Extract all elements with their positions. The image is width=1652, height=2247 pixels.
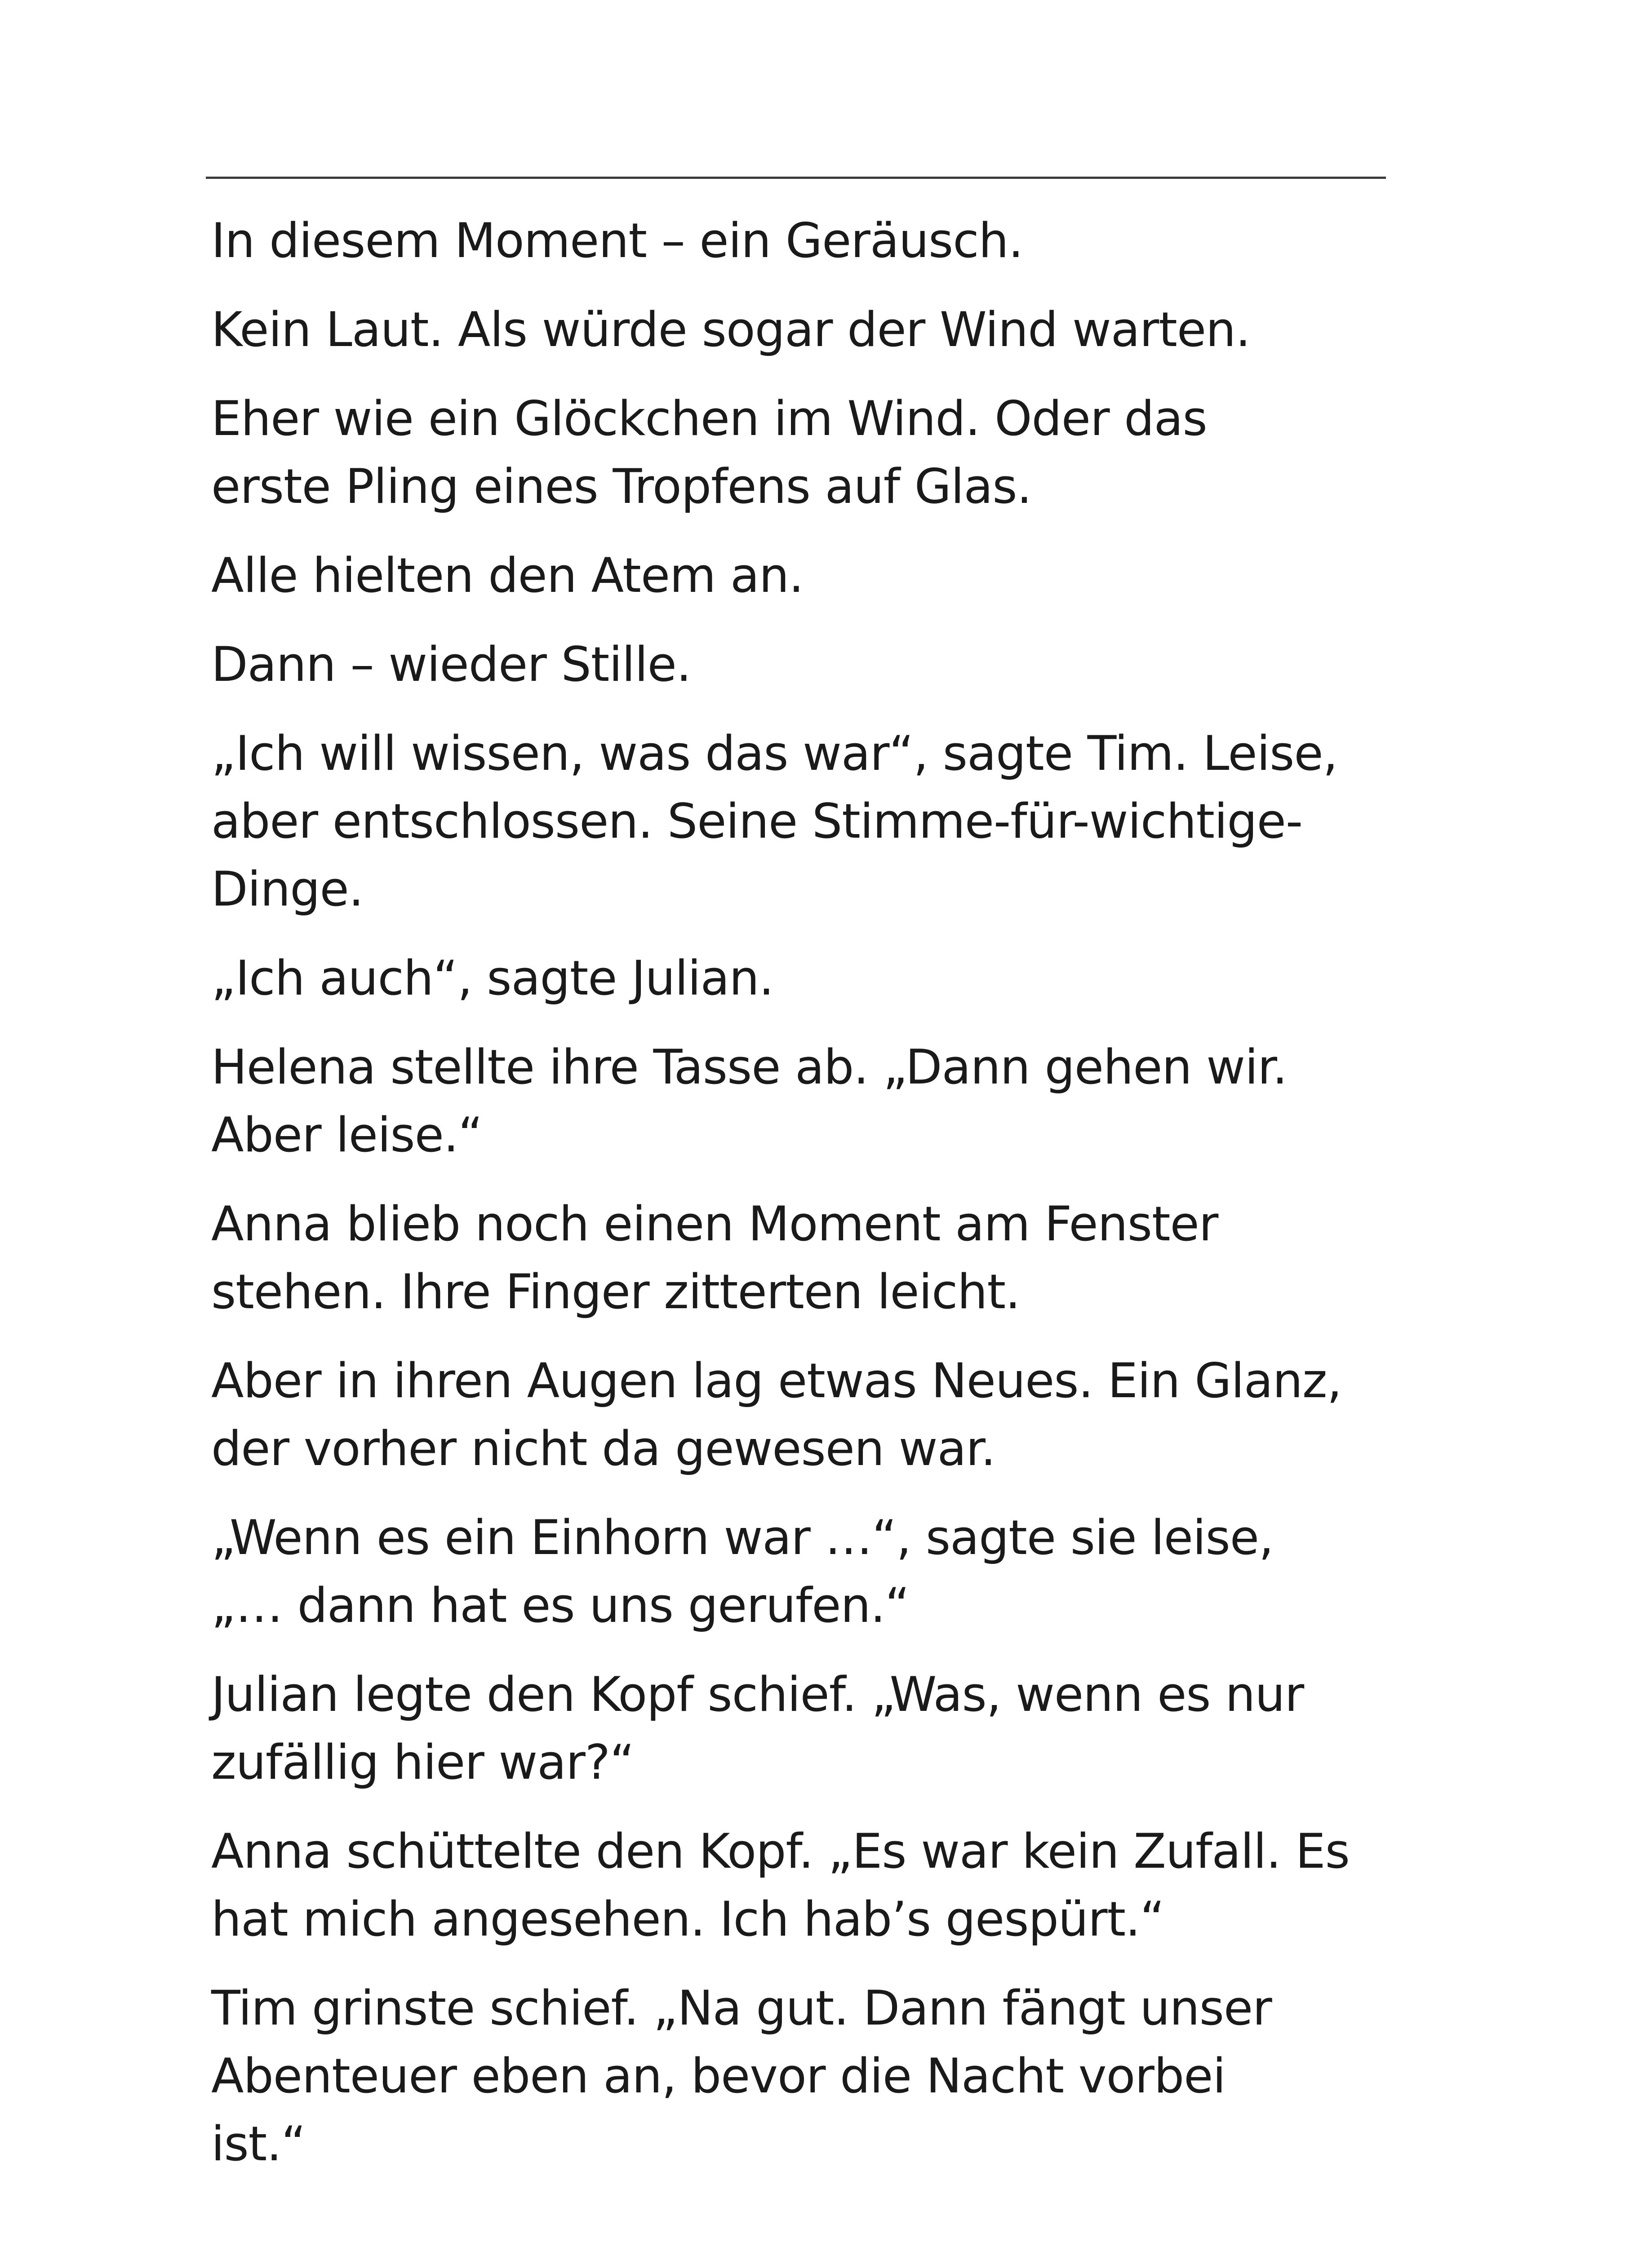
paragraph	[211, 631, 1389, 698]
paragraph	[211, 1661, 1389, 1796]
paragraph	[211, 542, 1389, 609]
text-line: In diesem Moment – ein Geräusch.	[211, 213, 1023, 268]
text-line: Helena stellte ihre Tasse ab. „Dann gehen wir.	[211, 1039, 1287, 1095]
paragraph	[211, 1190, 1389, 1326]
paragraph	[211, 944, 1389, 1012]
paragraph	[211, 385, 1389, 520]
text-line: Aber leise.“	[211, 1107, 483, 1163]
paragraph	[211, 1504, 1389, 1639]
text-line: Aber in ihren Augen lag etwas Neues. Ein Glanz,	[211, 1353, 1342, 1408]
text-line: zufällig hier war?“	[211, 1735, 634, 1790]
text-line: Dinge.	[211, 861, 364, 917]
paragraph	[211, 1817, 1389, 1953]
text-line: „Ich will wissen, was das war“, sagte Tim. Leise,	[211, 726, 1338, 781]
text-line: „Wenn es ein Einhorn war …“, sagte sie leise,	[211, 1510, 1274, 1565]
text-line: hat mich angesehen. Ich hab’s gespürt.“	[211, 1892, 1164, 1947]
text-line: aber entschlossen. Seine Stimme-für-wichtige-	[211, 794, 1303, 849]
text-line: Eher wie ein Glöckchen im Wind. Oder das	[211, 391, 1207, 446]
text-line: Dann – wieder Stille.	[211, 637, 691, 692]
text-line: Alle hielten den Atem an.	[211, 548, 804, 603]
paragraph	[211, 1033, 1389, 1169]
paragraph	[211, 207, 1389, 275]
text-line: Julian legte den Kopf schief. „Was, wenn es nur	[211, 1667, 1304, 1722]
text-line: „Ich auch“, sagte Julian.	[211, 950, 774, 1006]
text-line: Anna blieb noch einen Moment am Fenster	[211, 1196, 1218, 1252]
text-line: Kein Laut. Als würde sogar der Wind warten.	[211, 302, 1250, 357]
paragraph	[211, 296, 1389, 364]
text-line: Abenteuer eben an, bevor die Nacht vorbei	[211, 2048, 1226, 2104]
text-line: Tim grinste schief. „Na gut. Dann fängt unser	[211, 1981, 1272, 2036]
paragraph	[211, 1347, 1389, 1483]
text-line: erste Pling eines Tropfens auf Glas.	[211, 459, 1032, 514]
paragraph	[211, 719, 1389, 923]
text-line: „… dann hat es uns gerufen.“	[211, 1578, 910, 1633]
text-line: stehen. Ihre Finger zitterten leicht.	[211, 1264, 1020, 1319]
text-line: Anna schüttelte den Kopf. „Es war kein Zufall. Es	[211, 1824, 1350, 1879]
body-text	[211, 207, 1389, 2199]
text-line: ist.“	[211, 2116, 306, 2172]
paragraph	[211, 1974, 1389, 2178]
header-rule	[206, 177, 1386, 179]
text-line: der vorher nicht da gewesen war.	[211, 1421, 995, 1476]
